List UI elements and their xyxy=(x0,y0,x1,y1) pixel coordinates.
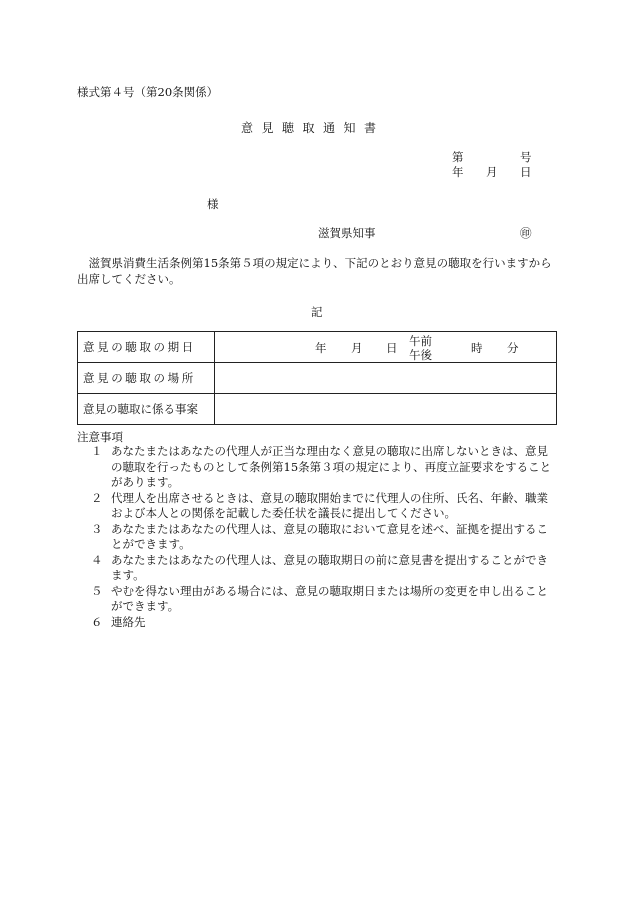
hearing-matter-cell xyxy=(215,394,557,425)
list-item xyxy=(77,444,557,491)
hearing-date-day: 日 xyxy=(386,341,398,355)
sender-name: 滋賀県知事 xyxy=(318,226,376,240)
notes-list xyxy=(77,444,557,630)
issue-number-suffix: 号 xyxy=(520,150,532,164)
hearing-date-cell xyxy=(215,332,557,363)
form-number: 様式第４号（第20条関係） xyxy=(77,85,219,99)
table-label-place: 意見の聴取の場所 xyxy=(78,363,215,394)
ki-heading: 記 xyxy=(311,305,323,319)
addressee-suffix: 様 xyxy=(207,197,219,211)
note-number: ５ xyxy=(91,583,103,598)
note-text: 代理人を出席させるときは、意見の聴取開始までに代理人の住所、氏名、年齢、職業および本人との関係を記載した委任状を議長に提出してください。 xyxy=(111,490,548,520)
hearing-details-table xyxy=(77,331,557,425)
list-item xyxy=(77,584,557,615)
issue-date-year: 年 xyxy=(452,165,464,179)
issue-date-day: 日 xyxy=(520,165,532,179)
table-row xyxy=(78,363,557,394)
note-number: ３ xyxy=(91,521,103,536)
list-item xyxy=(77,522,557,553)
note-number: ２ xyxy=(91,490,103,505)
hearing-time-pm: 午後 xyxy=(409,348,432,362)
hearing-time-am: 午前 xyxy=(409,334,432,348)
hearing-date-month: 月 xyxy=(351,341,363,355)
issue-number-label: 第 xyxy=(452,150,464,164)
note-text: あなたまたはあなたの代理人が正当な理由なく意見の聴取に出席しないときは、意見の聴取を行ったものとして条例第15条第３項の規定により、再度立証要求をすることがあります。 xyxy=(111,444,552,489)
table-label-date: 意見の聴取の期日 xyxy=(78,332,215,363)
list-item xyxy=(77,615,557,631)
hearing-time-hour: 時 xyxy=(471,341,483,355)
note-number: １ xyxy=(91,444,103,458)
notes-heading: 注意事項 xyxy=(77,430,123,444)
hearing-date-year: 年 xyxy=(315,341,327,355)
hearing-time-minute: 分 xyxy=(507,341,519,355)
hearing-place-cell xyxy=(215,363,557,394)
note-text: あなたまたはあなたの代理人は、意見の聴取において意見を述べ、証拠を提出することができます。 xyxy=(111,521,548,551)
note-text: やむを得ない理由がある場合には、意見の聴取期日または場所の変更を申し出ることができます。 xyxy=(111,583,548,613)
issue-date-month: 月 xyxy=(486,165,498,179)
seal-mark: ㊞ xyxy=(520,226,532,240)
document-title: 意見聴取通知書 xyxy=(241,121,385,135)
list-item xyxy=(77,553,557,584)
table-row xyxy=(78,332,557,363)
note-text: あなたまたはあなたの代理人は、意見の聴取期日の前に意見書を提出することができます。 xyxy=(111,552,548,582)
note-text: 連絡先 xyxy=(111,614,146,629)
note-number: ４ xyxy=(91,552,103,567)
body-text: 滋賀県消費生活条例第15条第５項の規定により、下記のとおり意見の聴取を行いますから出席してください。 xyxy=(77,256,552,286)
note-number: ６ xyxy=(91,614,103,629)
table-row xyxy=(78,394,557,425)
list-item xyxy=(77,491,557,522)
table-label-matter: 意見の聴取に係る事案 xyxy=(78,394,215,425)
